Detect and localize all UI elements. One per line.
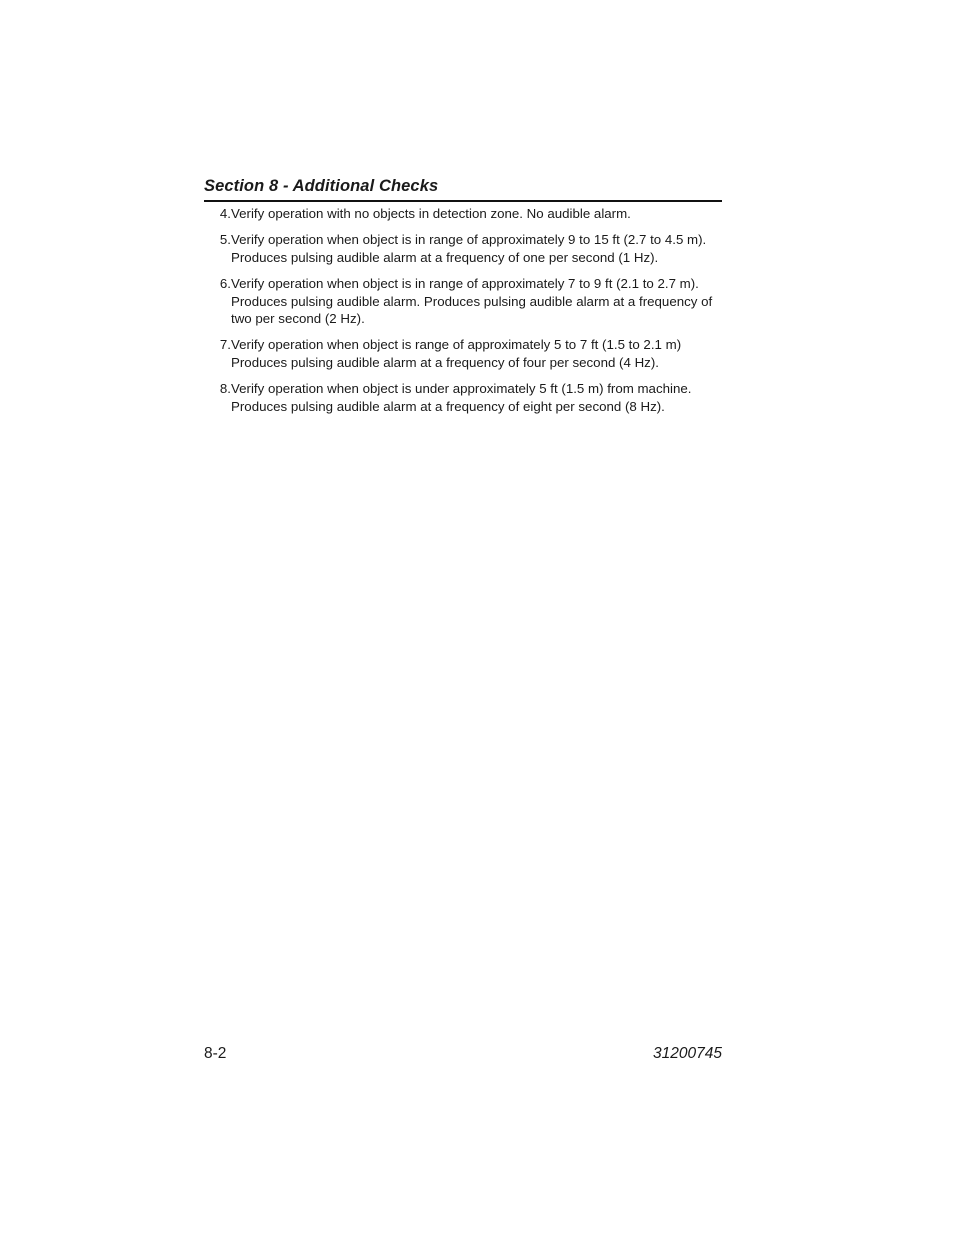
section-title: Section 8 - Additional Checks bbox=[204, 177, 439, 195]
section-header bbox=[204, 176, 722, 202]
step-number: 8. bbox=[219, 381, 231, 397]
step-number: 4. bbox=[219, 206, 231, 221]
step-text: Verify operation when object is in range of approximately 9 to 15 ft (2.7 to 4.5 m). Produces pulsing audible alarm at a frequency of one per second (1 Hz). bbox=[231, 232, 707, 265]
document-number: 31200745 bbox=[653, 1045, 722, 1062]
step-number: 7. bbox=[219, 337, 231, 353]
step-text: Verify operation when object is in range of approximately 7 to 9 ft (2.1 to 2.7 m). Produces pulsing audible alarm. Produces pulsing audible alarm at a frequency of two per second (2 Hz). bbox=[231, 275, 713, 327]
list-item bbox=[204, 275, 734, 328]
list-item bbox=[204, 205, 734, 223]
page-number: 8-2 bbox=[204, 1045, 227, 1062]
step-number: 5. bbox=[219, 232, 231, 248]
step-text: Verify operation when object is under approximately 5 ft (1.5 m) from machine. Produces pulsing audible alarm at a frequency of eight per second (8 Hz). bbox=[231, 381, 692, 414]
list-item bbox=[204, 380, 734, 415]
step-text: Verify operation when object is range of approximately 5 to 7 ft (1.5 to 2.1 m) Produces pulsing audible alarm at a frequency of four per second (4 Hz). bbox=[231, 337, 682, 370]
step-number: 6. bbox=[219, 275, 231, 291]
step-text: Verify operation with no objects in detection zone. No audible alarm. bbox=[231, 206, 631, 221]
list-item bbox=[204, 336, 734, 371]
list-item bbox=[204, 231, 734, 266]
step-list bbox=[204, 205, 734, 424]
